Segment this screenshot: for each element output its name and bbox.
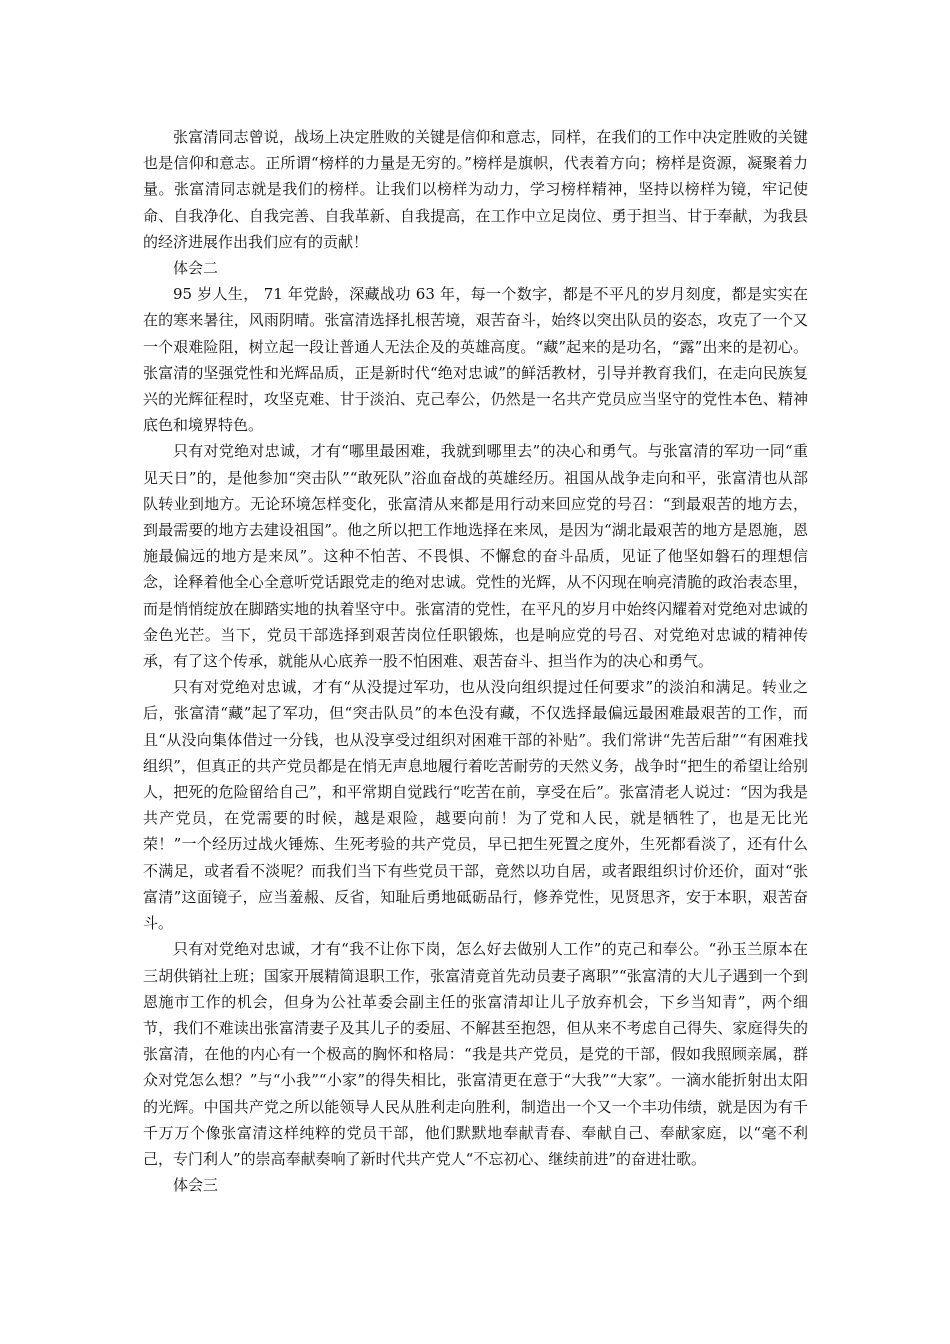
document-body bbox=[143, 124, 808, 1198]
section-heading-3: 体会三 bbox=[173, 1176, 219, 1195]
paragraph-intro: 95 岁人生， 71 年党龄，深藏战功 63 年，每一个数字，都是不平凡的岁月刻度，都是实实在在的寒来暑往，风雨阴晴。张富清选择扎根苦境，艰苦奋斗，始终以突出队员的姿态，攻克了一个又一个艰难险阻，树立起一段让普通人无法企及的英雄高度。“藏”起来的是功名，“露”出来的是初心。张富清的坚强党性和光辉品质，正是新时代“绝对忠诚”的鲜活教材，引导并教育我们，在走向民族复兴的光辉征程时，攻坚克难、甘于淡泊、克己奉公，仍然是一名共产党员应当坚守的党性本色、精神底色和境界特色。 bbox=[143, 285, 808, 435]
paragraph-loyalty-selflessness: 只有对党绝对忠诚，才有“我不让你下岗，怎么好去做别人工作”的克己和奉公。“孙玉兰原本在三胡供销社上班；国家开展精简退职工作，张富清竟首先动员妻子离职”“张富清的大儿子遇到一个到恩施市工作的机会，但身为公社革委会副主任的张富清却让儿子放弃机会，下乡当知青”，两个细节，我们不难读出张富清妻子及其儿子的委屈、不解甚至抱怨，但从来不考虑自己得失、家庭得失的张富清，在他的内心有一个极高的胸怀和格局：“我是共产党员，是党的干部，假如我照顾亲属，群众对党怎么想？”与“小我”“小家”的得失相比，张富清更在意于“大我”“大家”。一滴水能折射出太阳的光辉。中国共产党之所以能领导人民从胜利走向胜利，制造出一个又一个丰功伟绩，就是因为有千千万万个像张富清这样纯粹的党员干部，他们默默地奉献青春、奉献自己、奉献家庭，以“毫不利己，专门利人”的崇高奉献奏响了新时代共产党人“不忘初心、继续前进”的奋进壮歌。 bbox=[143, 940, 808, 1168]
paragraph-conclusion: 张富清同志曾说，战场上决定胜败的关键是信仰和意志，同样，在我们的工作中决定胜败的关键也是信仰和意志。正所谓“榜样的力量是无穷的。”榜样是旗帜，代表着方向；榜样是资源，凝聚着力量。张富清同志就是我们的榜样。让我们以榜样为动力，学习榜样精神，坚持以榜样为镜，牢记使命、自我净化、自我完善、自我革新、自我提高，在工作中立足岗位、勇于担当、甘于奉献，为我县的经济进展作出我们应有的贡献！ bbox=[143, 128, 808, 251]
paragraph-loyalty-courage: 只有对党绝对忠诚，才有“哪里最困难，我就到哪里去”的决心和勇气。与张富清的军功一同“重见天日”的，是他参加“突击队”“敢死队”浴血奋战的英雄经历。祖国从战争走向和平，张富清也从部队转业到地方。无论环境怎样变化，张富清从来都是用行动来回应党的号召：“到最艰苦的地方去，到最需要的地方去建设祖国”。他之所以把工作地选择在来凤，是因为“湖北最艰苦的地方是恩施，恩施最偏远的地方是来凤”。这种不怕苦、不畏惧、不懈怠的奋斗品质，见证了他坚如磐石的理想信念，诠释着他全心全意听党话跟党走的绝对忠诚。党性的光辉，从不闪现在响亮清脆的政治表态里，而是悄悄绽放在脚踏实地的执着坚守中。张富清的党性，在平凡的岁月中始终闪耀着对党绝对忠诚的金色光芒。当下，党员干部选择到艰苦岗位任职锻炼，也是响应党的号召、对党绝对忠诚的精神传承，有了这个传承，就能从心底养一股不怕困难、艰苦奋斗、担当作为的决心和勇气。 bbox=[143, 442, 808, 671]
paragraph-loyalty-contentment: 只有对党绝对忠诚，才有“从没提过军功，也从没向组织提过任何要求”的淡泊和满足。转业之后，张富清“藏”起了军功，但“突击队员”的本色没有藏，不仅选择最偏远最困难最艰苦的工作，而且“从没向集体借过一分钱，也从没享受过组织对困难干部的补贴”。我们常讲“先苦后甜”“有困难找组织”，但真正的共产党员都是在悄无声息地履行着吃苦耐劳的天然义务，战争时“把生的希望让给别人，把死的危险留给自己”，和平常期自觉践行“吃苦在前，享受在后”。张富清老人说过：“因为我是共产党员，在党需要的时候，越是艰险，越要向前！为了党和人民，就是牺牲了，也是无比光荣！”一个经历过战火锤炼、生死考验的共产党员，早已把生死置之度外，生死都看淡了，还有什么不满足，或者看不淡呢？而我们当下有些党员干部，竟然以功自居，或者跟组织讨价还价，面对“张富清”这面镜子，应当羞赧、反省，知耻后勇地砥砺品行，修养党性，见贤思齐，安于本职，艰苦奋斗。 bbox=[143, 678, 808, 933]
section-heading-2: 体会二 bbox=[173, 259, 219, 278]
